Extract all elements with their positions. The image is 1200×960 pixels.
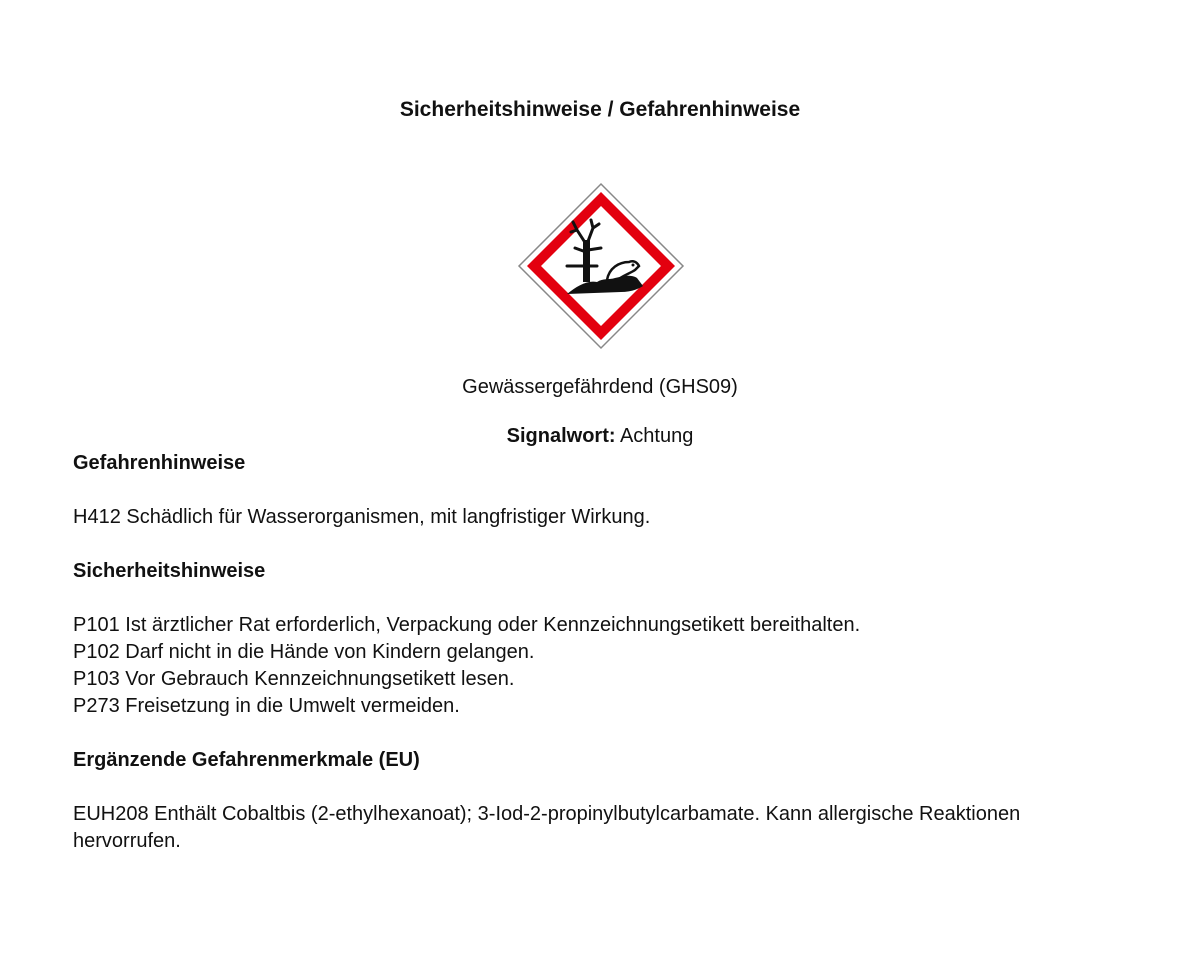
precautionary-statement: P273 Freisetzung in die Umwelt vermeiden. bbox=[73, 695, 460, 717]
document-title: Sicherheitshinweise / Gefahrenhinweise bbox=[399, 98, 801, 121]
document-body bbox=[73, 450, 1133, 855]
section-heading-supplemental-eu: Ergänzende Gefahrenmerkmale (EU) bbox=[73, 749, 420, 771]
precautionary-statement: P101 Ist ärztlicher Rat erforderlich, Verpackung oder Kennzeichnungsetikett bereithalten. bbox=[73, 614, 861, 636]
precautionary-statement: P102 Darf nicht in die Hände von Kindern gelangen. bbox=[73, 641, 535, 663]
signal-word-value: Achtung bbox=[619, 425, 694, 447]
supplemental-statement: hervorrufen. bbox=[73, 830, 181, 852]
hazard-statement: H412 Schädlich für Wasserorganismen, mit langfristiger Wirkung. bbox=[73, 506, 651, 528]
signal-word-label: Signalwort: bbox=[506, 425, 616, 447]
supplemental-statement: EUH208 Enthält Cobaltbis (2-ethylhexanoat); 3-Iod-2-propinylbutylcarbamate. Kann allergische Reaktionen bbox=[73, 803, 1021, 825]
signal-word bbox=[0, 425, 1200, 448]
ghs09-environment-hazard-icon bbox=[517, 182, 685, 350]
section-heading-hazard-statements: Gefahrenhinweise bbox=[73, 452, 246, 474]
precautionary-statement: P103 Vor Gebrauch Kennzeichnungsetikett lesen. bbox=[73, 668, 515, 690]
section-heading-precautionary-statements: Sicherheitshinweise bbox=[73, 560, 266, 582]
pictogram-label: Gewässergefährdend (GHS09) bbox=[462, 376, 738, 398]
